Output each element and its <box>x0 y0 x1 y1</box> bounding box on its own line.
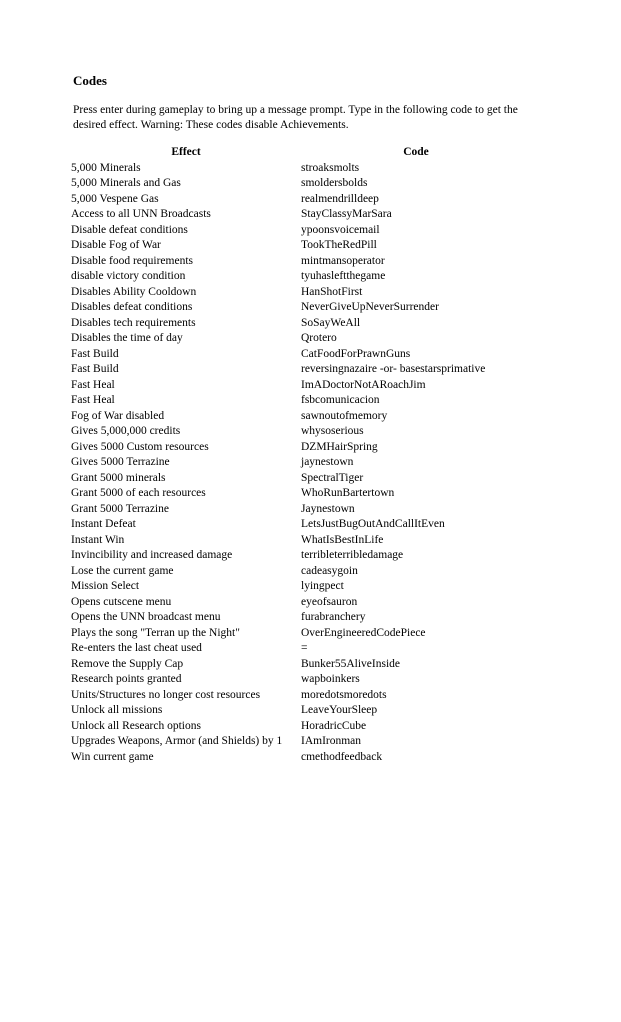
page-title: Codes <box>73 73 107 88</box>
effect-cell: Grant 5000 Terrazine <box>71 502 169 515</box>
effect-cell: 5,000 Minerals and Gas <box>71 177 181 189</box>
table-row <box>71 285 531 301</box>
code-cell: DZMHairSpring <box>301 440 378 453</box>
table-row <box>71 207 531 223</box>
effect-cell: Disable Fog of War <box>71 239 161 251</box>
effect-cell: Opens the UNN broadcast menu <box>71 611 221 623</box>
effect-cell: Fog of War disabled <box>71 409 165 422</box>
effect-cell: 5,000 Vespene Gas <box>71 192 159 205</box>
code-cell: fsbcomunicacion <box>301 394 380 406</box>
table-header-row <box>71 145 531 161</box>
table-row <box>71 223 531 239</box>
table-row <box>71 610 531 626</box>
code-cell: WhoRunBartertown <box>301 487 395 499</box>
table-row <box>71 750 531 766</box>
code-cell: terribleterribledamage <box>301 549 404 561</box>
code-cell: OverEngineeredCodePiece <box>301 626 426 639</box>
code-cell: HoradricCube <box>301 719 367 732</box>
effect-cell: Grant 5000 minerals <box>71 471 166 484</box>
table-row <box>71 254 531 270</box>
code-cell: lyingpect <box>301 580 344 592</box>
code-cell: Jaynestown <box>301 502 355 515</box>
code-cell: WhatIsBestInLife <box>301 533 384 546</box>
table-row <box>71 657 531 673</box>
effect-cell: Unlock all missions <box>71 704 163 716</box>
table-row <box>71 161 531 177</box>
table-row <box>71 176 531 192</box>
code-cell: eyeofsauron <box>301 595 358 608</box>
code-cell: ypoonsvoicemail <box>301 223 380 236</box>
table-row <box>71 300 531 316</box>
effect-column-header: Effect <box>171 146 201 158</box>
table-row <box>71 719 531 735</box>
code-cell: reversingnazaire -or- basestarsprimative <box>301 363 486 375</box>
code-cell: mintmansoperator <box>301 254 385 267</box>
code-cell: NeverGiveUpNeverSurrender <box>301 301 439 313</box>
code-cell: TookTheRedPill <box>301 239 377 251</box>
effect-cell: Fast Heal <box>71 378 115 391</box>
table-row <box>71 378 531 394</box>
effect-cell: Disables tech requirements <box>71 316 196 329</box>
effect-cell: Disable food requirements <box>71 254 193 267</box>
table-row <box>71 734 531 750</box>
effect-cell: Instant Win <box>71 533 125 546</box>
effect-cell: Disables the time of day <box>71 332 183 344</box>
effect-cell: disable victory condition <box>71 270 186 282</box>
effect-cell: Opens cutscene menu <box>71 595 172 608</box>
table-row <box>71 471 531 487</box>
effect-cell: Lose the current game <box>71 564 174 577</box>
effect-cell: Disables defeat conditions <box>71 301 193 313</box>
code-cell: LetsJustBugOutAndCallItEven <box>301 518 445 530</box>
effect-cell: Re-enters the last cheat used <box>71 642 202 654</box>
table-row <box>71 347 531 363</box>
table-row <box>71 641 531 657</box>
table-row <box>71 362 531 378</box>
table-row <box>71 688 531 704</box>
code-cell: CatFoodForPrawnGuns <box>301 347 411 360</box>
code-cell: moredotsmoredots <box>301 688 387 701</box>
table-row <box>71 393 531 409</box>
effect-cell: Mission Select <box>71 580 140 592</box>
effect-cell: Research points granted <box>71 673 182 685</box>
code-cell: cadeasygoin <box>301 564 358 577</box>
code-cell: = <box>301 642 308 654</box>
intro-paragraph: Press enter during gameplay to bring up a message prompt. Type in the following code to get the desired effect. Warning: These codes disable Achievements. <box>73 104 518 131</box>
effect-cell: Units/Structures no longer cost resources <box>71 688 261 701</box>
code-cell: cmethodfeedback <box>301 750 383 763</box>
table-row <box>71 703 531 719</box>
table-row <box>71 455 531 471</box>
code-cell: ImADoctorNotARoachJim <box>301 378 426 391</box>
effect-cell: Access to all UNN Broadcasts <box>71 208 211 220</box>
table-row <box>71 424 531 440</box>
code-cell: realmendrilldeep <box>301 192 379 205</box>
code-cell: stroaksmolts <box>301 161 360 174</box>
code-cell: Qrotero <box>301 332 337 344</box>
effect-cell: Disable defeat conditions <box>71 223 188 236</box>
effect-cell: 5,000 Minerals <box>71 161 141 174</box>
effect-cell: Gives 5000 Custom resources <box>71 440 209 453</box>
table-row <box>71 440 531 456</box>
table-row <box>71 595 531 611</box>
effect-cell: Fast Build <box>71 347 119 360</box>
table-row <box>71 409 531 425</box>
code-cell: wapboinkers <box>301 673 360 685</box>
code-cell: smoldersbolds <box>301 177 368 189</box>
table-row <box>71 331 531 347</box>
table-row <box>71 548 531 564</box>
code-cell: StayClassyMarSara <box>301 208 392 220</box>
table-row <box>71 316 531 332</box>
codes-table-body <box>71 161 531 766</box>
table-row <box>71 238 531 254</box>
table-row <box>71 564 531 580</box>
code-cell: whysoserious <box>301 425 364 437</box>
code-cell: SoSayWeAll <box>301 316 361 329</box>
code-cell: jaynestown <box>301 456 354 468</box>
effect-cell: Gives 5,000,000 credits <box>71 425 181 437</box>
table-row <box>71 626 531 642</box>
effect-cell: Gives 5000 Terrazine <box>71 456 170 468</box>
code-column-header: Code <box>403 146 429 158</box>
table-row <box>71 672 531 688</box>
effect-cell: Fast Heal <box>71 394 115 406</box>
effect-cell: Fast Build <box>71 363 119 375</box>
effect-cell: Unlock all Research options <box>71 719 201 732</box>
effect-cell: Win current game <box>71 750 154 763</box>
table-row <box>71 579 531 595</box>
effect-cell: Plays the song "Terran up the Night" <box>71 626 240 639</box>
code-cell: Bunker55AliveInside <box>301 657 401 670</box>
table-row <box>71 517 531 533</box>
code-cell: sawnoutofmemory <box>301 409 388 422</box>
effect-cell: Invincibility and increased damage <box>71 549 233 561</box>
effect-cell: Disables Ability Cooldown <box>71 285 197 298</box>
table-row <box>71 192 531 208</box>
code-cell: SpectralTiger <box>301 471 364 484</box>
table-row <box>71 486 531 502</box>
effect-cell: Instant Defeat <box>71 518 136 530</box>
code-cell: tyuhasleftthegame <box>301 270 386 282</box>
table-row <box>71 269 531 285</box>
code-cell: furabranchery <box>301 611 366 623</box>
effect-cell: Grant 5000 of each resources <box>71 487 206 499</box>
table-row <box>71 533 531 549</box>
code-cell: LeaveYourSleep <box>301 704 378 716</box>
codes-table <box>71 145 531 765</box>
code-cell: IAmIronman <box>301 735 362 747</box>
effect-cell: Upgrades Weapons, Armor (and Shields) by 1 <box>71 735 283 747</box>
table-row <box>71 502 531 518</box>
effect-cell: Remove the Supply Cap <box>71 657 184 670</box>
code-cell: HanShotFirst <box>301 285 363 298</box>
